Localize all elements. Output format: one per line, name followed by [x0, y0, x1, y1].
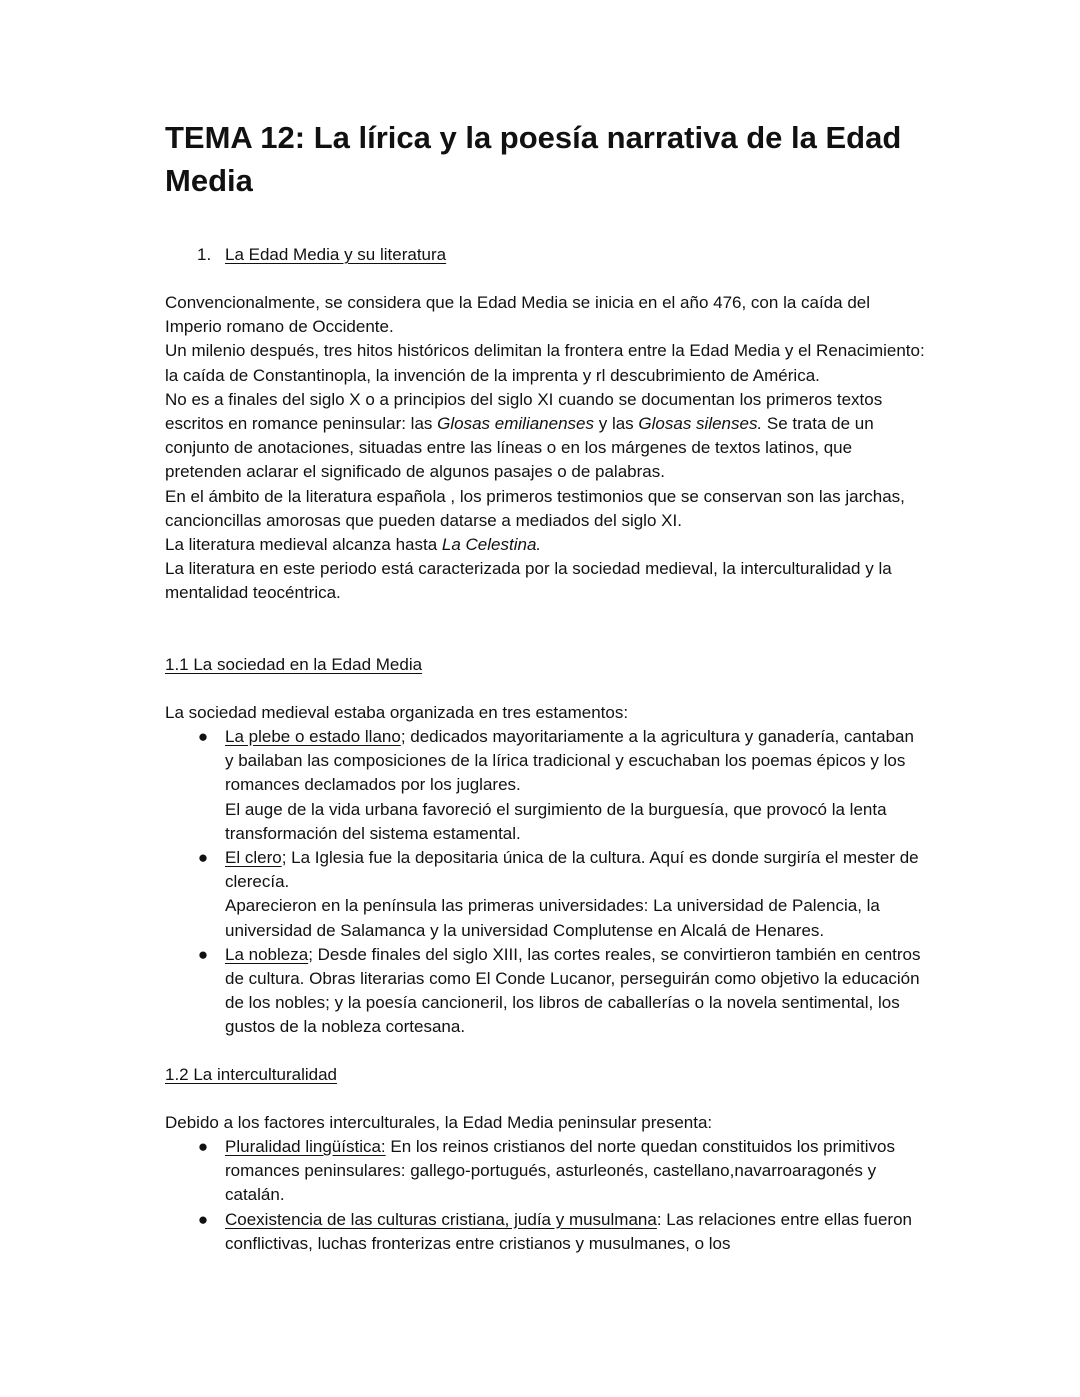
list-item	[165, 1135, 925, 1208]
list-item-text	[225, 943, 925, 1040]
section-1-body	[165, 291, 925, 606]
bullet-icon: ●	[197, 727, 209, 746]
list-item-text	[225, 725, 925, 798]
list-item-text	[225, 1135, 925, 1208]
estamentos-list	[165, 725, 925, 1040]
list-item-extra: El auge de la vida urbana favoreció el surgimiento de la burguesía, que provocó la lenta transformación del sistema estamental.	[225, 799, 887, 843]
italic-title: Glosas silenses.	[638, 414, 763, 434]
italic-title: Glosas emilianenses	[437, 414, 594, 434]
italic-title: La Celestina.	[441, 535, 542, 555]
text-run: y las	[594, 414, 639, 434]
section-1-2-lead: Debido a los factores interculturales, la Edad Media peninsular presenta:	[165, 1113, 713, 1132]
section-1-number: 1.	[197, 245, 212, 264]
section-1-title: La Edad Media y su literatura	[225, 245, 447, 264]
list-term: El clero	[225, 848, 282, 868]
section-1-1-heading: 1.1 La sociedad en la Edad Media	[165, 655, 423, 674]
text-run: En los reinos cristianos del norte quedan constituidos los primitivos romances peninsulares: gallego-portugués, asturleonés, castellano,navarroaragonés y catalán.	[225, 1137, 895, 1205]
list-item	[165, 1208, 925, 1256]
bullet-icon: ●	[197, 944, 209, 964]
list-item	[165, 725, 925, 846]
paragraph: En el ámbito de la literatura española , los primeros testimonios que se conservan son las jarchas, cancioncillas amorosas que pueden datarse a mediados del siglo XI.	[165, 486, 905, 530]
page-title: TEMA 12: La lírica y la poesía narrativa de la Edad Media	[165, 120, 902, 198]
paragraph: Un milenio después, tres hitos históricos delimitan la frontera entre la Edad Media y el Renacimiento: la caída de Constantinopla, la invención de la imprenta y rl descubrimiento de América.	[165, 341, 925, 385]
text-run: : Las relaciones entre ellas fueron conflictivas, luchas fronterizas entre cristianos y musulmanes, o los	[225, 1209, 912, 1253]
list-item	[165, 846, 925, 943]
bullet-icon: ●	[197, 1137, 209, 1156]
list-item-text	[225, 1208, 925, 1256]
paragraph	[165, 388, 925, 485]
bullet-icon: ●	[197, 848, 209, 868]
text-run: ; La Iglesia fue la depositaria única de la cultura. Aquí es donde surgiría el mester de clerecía.	[225, 848, 919, 892]
text-run: No es a finales del siglo X o a principios del siglo XI cuando se documentan los primeros textos escritos en romance peninsular: las	[165, 389, 883, 434]
section-1-heading	[197, 243, 446, 267]
text-run: La literatura medieval alcanza hasta	[165, 535, 442, 555]
section-1-1-lead: La sociedad medieval estaba organizada en tres estamentos:	[165, 703, 629, 722]
list-item-text	[225, 846, 925, 894]
paragraph: La literatura en este periodo está caracterizada por la sociedad medieval, la interculturalidad y la mentalidad teocéntrica.	[165, 559, 892, 603]
bullet-icon: ●	[197, 1209, 209, 1229]
list-term: La plebe o estado llano	[225, 727, 401, 746]
interculturalidad-list	[165, 1135, 925, 1256]
text-run: ; dedicados mayoritariamente a la agricultura y ganadería, cantaban y bailaban las composiciones de la lírica tradicional y escuchaban los poemas épicos y los romances declamados por los juglares.	[225, 727, 914, 795]
list-term: Coexistencia de las culturas cristiana, judía y musulmana	[225, 1209, 657, 1229]
text-run: ; Desde finales del siglo XIII, las cortes reales, se convirtieron también en centros de cultura. Obras literarias como El Conde Lucanor, perseguirán como objetivo la educación de los nobles; y la poesía cancioneril, los libros de caballerías o la novela sentimental, los gustos de la nobleza cortesana.	[225, 944, 921, 1037]
text-run: Se trata de un conjunto de anotaciones, situadas entre las líneas o en los márgenes de textos latinos, que pretenden aclarar el significado de algunos pasajes o de palabras.	[165, 414, 874, 482]
list-term: Pluralidad lingüística:	[225, 1137, 386, 1156]
paragraph	[165, 533, 925, 557]
list-item	[165, 943, 925, 1040]
list-term: La nobleza	[225, 944, 309, 964]
paragraph: Convencionalmente, se considera que la Edad Media se inicia en el año 476, con la caída del Imperio romano de Occidente.	[165, 293, 871, 337]
list-item-extra: Aparecieron en la península las primeras universidades: La universidad de Palencia, la universidad de Salamanca y la universidad Complutense en Alcalá de Henares.	[225, 896, 880, 940]
section-1-2-heading: 1.2 La interculturalidad	[165, 1065, 338, 1084]
